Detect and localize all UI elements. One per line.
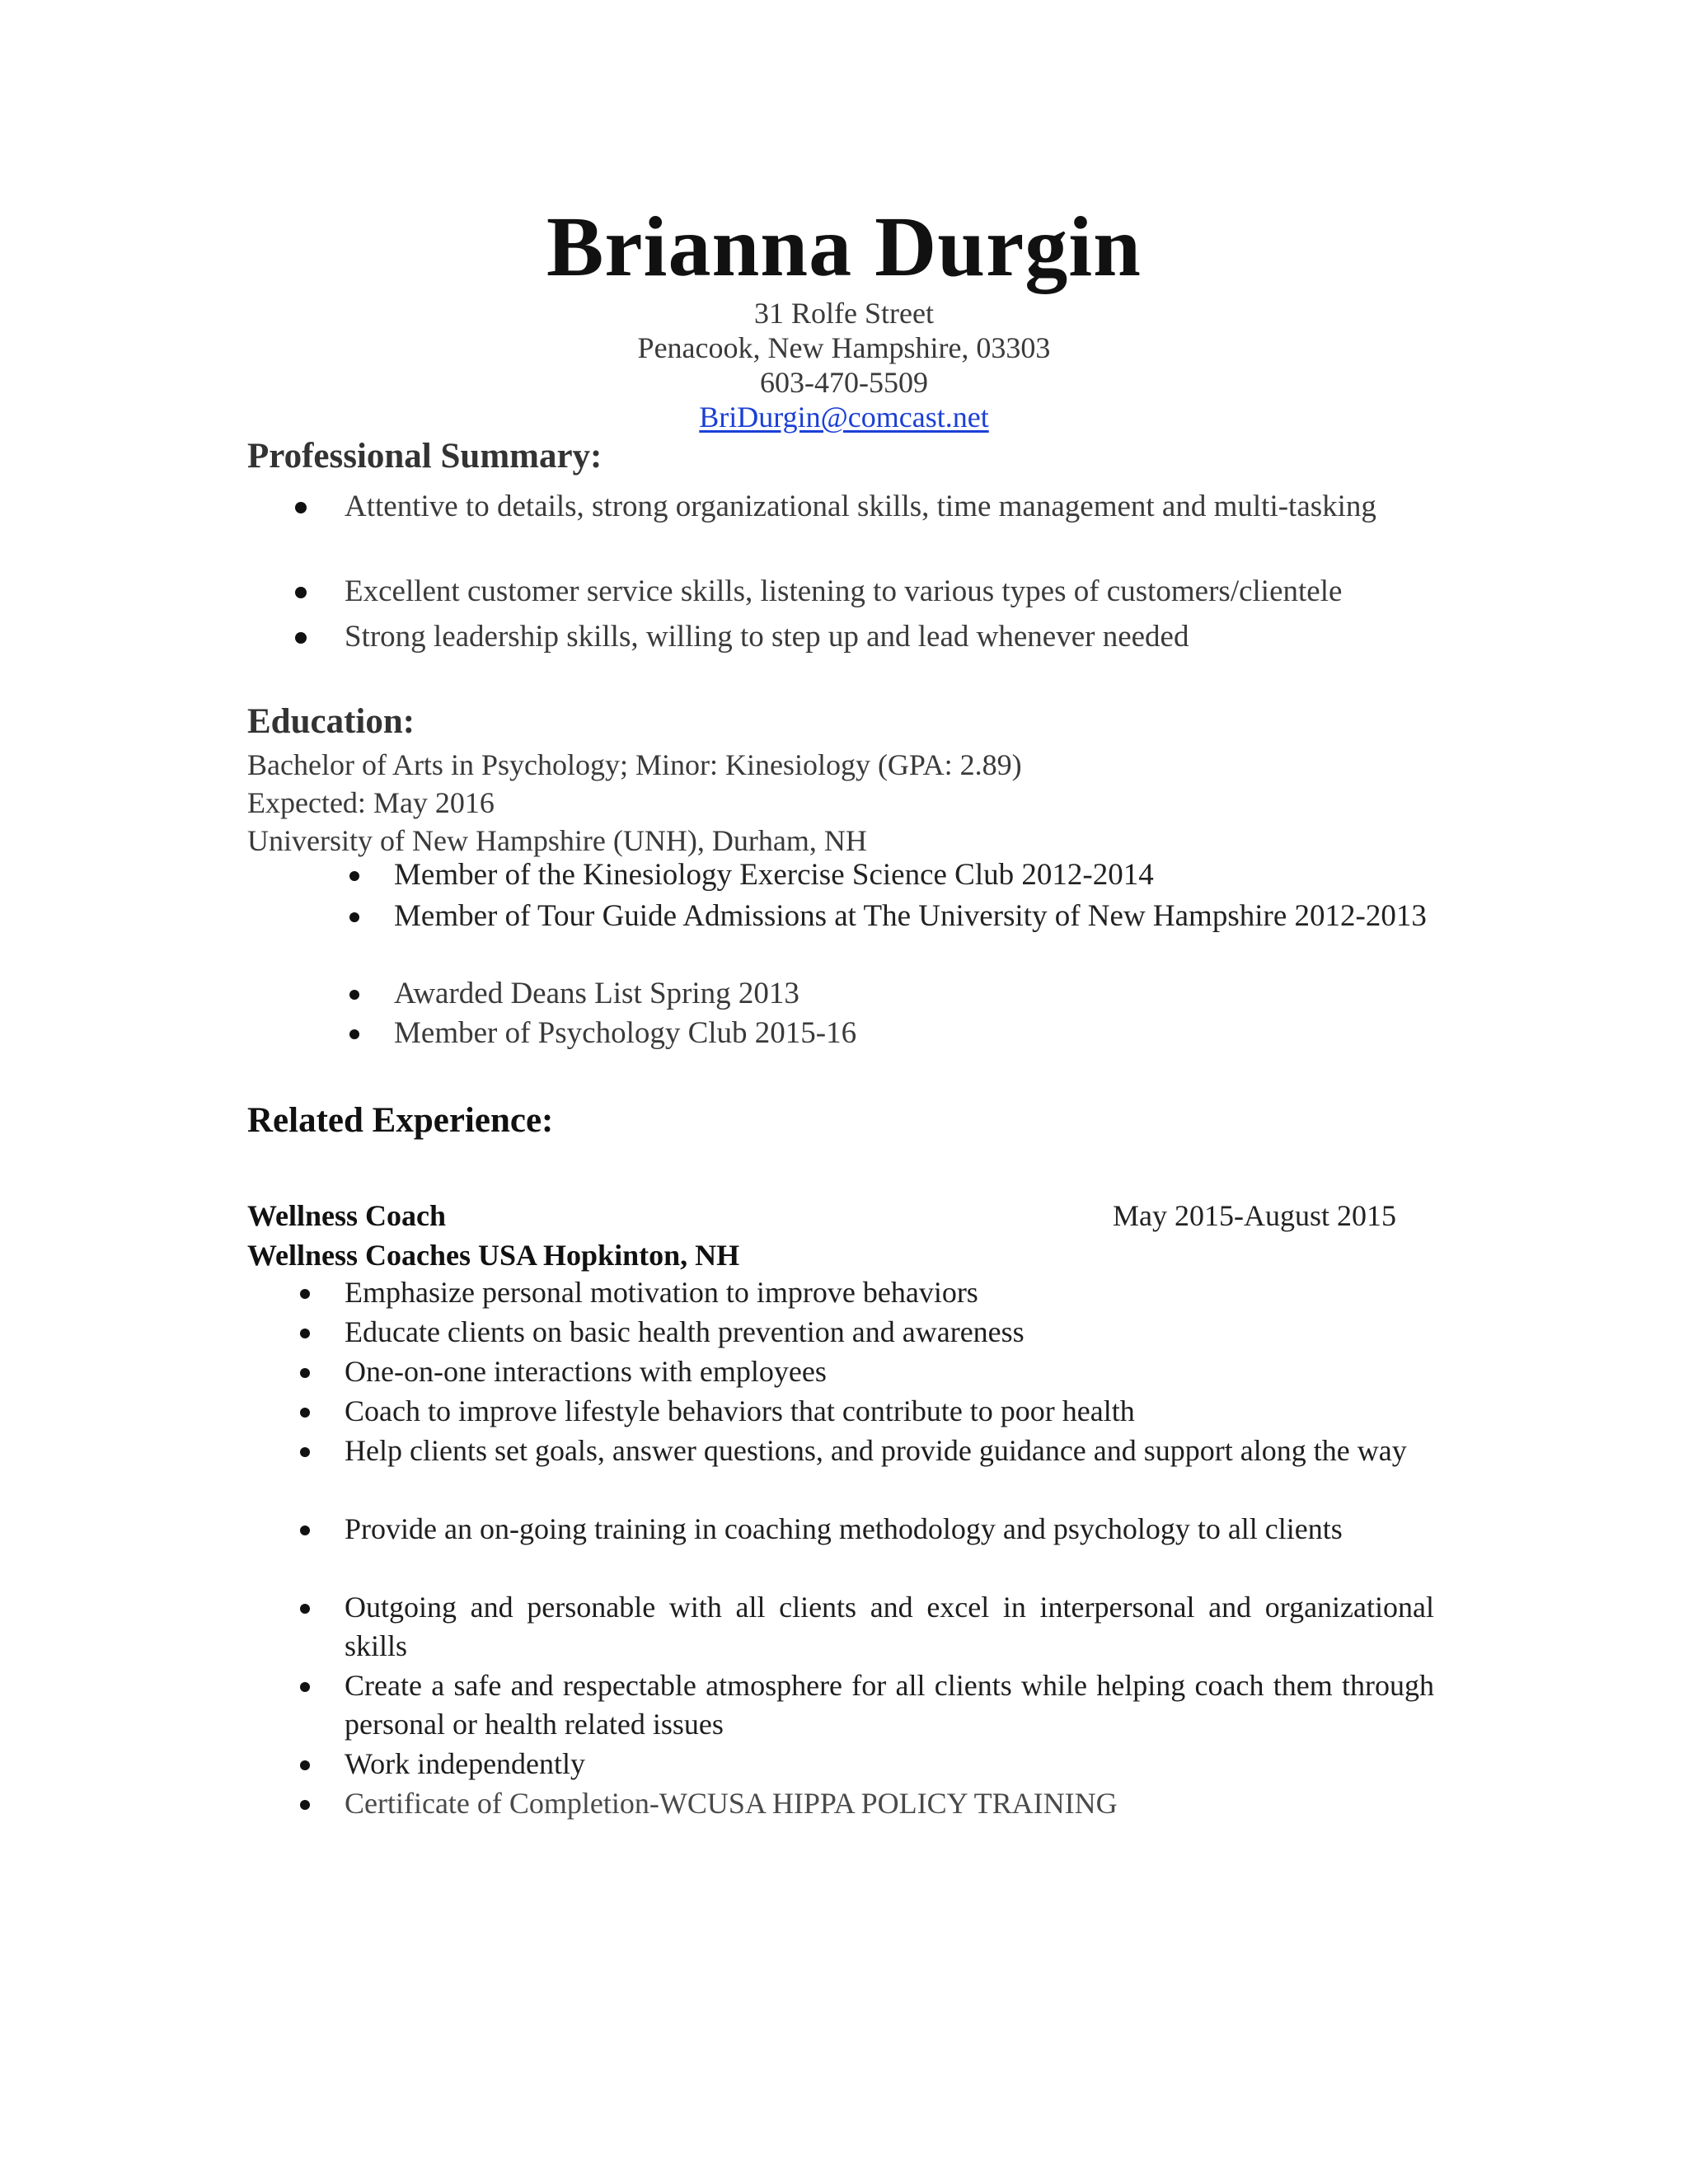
job-duty: Provide an on-going training in coaching methodology and psychology to all clients — [345, 1512, 1343, 1545]
list-item — [247, 857, 1434, 898]
list-item — [247, 1273, 1434, 1313]
list-item — [247, 1392, 1434, 1432]
phone-number: 603-470-5509 — [760, 366, 928, 399]
education-list — [247, 857, 1434, 1055]
list-item — [247, 898, 1434, 976]
education-item: Awarded Deans List Spring 2013 — [394, 977, 799, 1010]
job-duty: Coach to improve lifestyle behaviors that contribute to poor health — [345, 1394, 1135, 1427]
bullet-icon — [295, 502, 307, 513]
job-duty: Work independently — [345, 1747, 586, 1780]
job-dates: May 2015-August 2015 — [1113, 1199, 1396, 1232]
bullet-icon — [349, 871, 359, 881]
bullet-icon — [300, 1329, 310, 1338]
bullet-icon — [300, 1604, 310, 1614]
job-duty: Certificate of Completion-WCUSA HIPPA POLICY TRAINING — [345, 1787, 1118, 1820]
list-item — [247, 1666, 1434, 1745]
bullet-icon — [300, 1682, 310, 1692]
bullet-icon — [349, 990, 359, 1000]
list-item — [247, 488, 1434, 573]
job-duty: Help clients set goals, answer questions, and provide guidance and support along the way — [345, 1434, 1407, 1467]
bullet-icon — [300, 1368, 310, 1378]
bullet-icon — [295, 632, 307, 644]
list-item — [247, 1588, 1434, 1666]
job-duty: Educate clients on basic health prevention and awareness — [345, 1315, 1025, 1348]
education-school: University of New Hampshire (UNH), Durham, NH — [247, 824, 867, 857]
bullet-icon — [300, 1408, 310, 1418]
job-duty: Outgoing and personable with all clients and excel in interpersonal and organizational skills — [345, 1591, 1434, 1662]
bullet-icon — [300, 1526, 310, 1535]
education-item: Member of Tour Guide Admissions at The University of New Hampshire 2012-2013 — [394, 899, 1427, 933]
email-link[interactable]: BriDurgin@comcast.net — [699, 401, 989, 434]
bullet-icon — [300, 1289, 310, 1299]
education-item: Member of the Kinesiology Exercise Science Club 2012-2014 — [394, 858, 1154, 892]
job-duties-list — [247, 1273, 1434, 1824]
job-company: Wellness Coaches USA Hopkinton, NH — [247, 1239, 740, 1272]
bullet-icon — [300, 1447, 310, 1457]
job-duty: Emphasize personal motivation to improve behaviors — [345, 1276, 978, 1309]
summary-item: Excellent customer service skills, listening to various types of customers/clientele — [345, 574, 1343, 608]
bullet-icon — [300, 1760, 310, 1770]
summary-item: Strong leadership skills, willing to step up and lead whenever needed — [345, 620, 1189, 654]
education-item: Member of Psychology Club 2015-16 — [394, 1016, 857, 1050]
bullet-icon — [349, 1029, 359, 1039]
list-item — [247, 1352, 1434, 1392]
education-expected: Expected: May 2016 — [247, 786, 495, 819]
list-item — [247, 1313, 1434, 1352]
summary-heading: Professional Summary: — [247, 437, 603, 476]
list-item — [247, 1745, 1434, 1784]
education-heading: Education: — [247, 702, 415, 741]
address-street: 31 Rolfe Street — [754, 297, 934, 330]
email-line — [0, 402, 1688, 432]
resume-name: Brianna Durgin — [546, 199, 1142, 294]
list-item — [247, 618, 1434, 656]
list-item — [247, 1015, 1434, 1055]
summary-item: Attentive to details, strong organizational skills, time management and multi-tasking — [345, 490, 1376, 523]
job-title: Wellness Coach — [247, 1199, 447, 1232]
list-item — [247, 1432, 1434, 1510]
list-item — [247, 976, 1434, 1015]
education-degree: Bachelor of Arts in Psychology; Minor: Kinesiology (GPA: 2.89) — [247, 748, 1022, 781]
bullet-icon — [300, 1800, 310, 1810]
bullet-icon — [349, 912, 359, 922]
list-item — [247, 573, 1434, 618]
experience-heading: Related Experience: — [247, 1101, 554, 1140]
list-item — [247, 1784, 1434, 1824]
bullet-icon — [295, 587, 307, 598]
list-item — [247, 1510, 1434, 1588]
job-duty: Create a safe and respectable atmosphere for all clients while helping coach them through personal or health related issues — [345, 1669, 1434, 1741]
address-city: Penacook, New Hampshire, 03303 — [637, 331, 1051, 364]
job-duty: One-on-one interactions with employees — [345, 1355, 827, 1388]
summary-list — [247, 488, 1434, 656]
